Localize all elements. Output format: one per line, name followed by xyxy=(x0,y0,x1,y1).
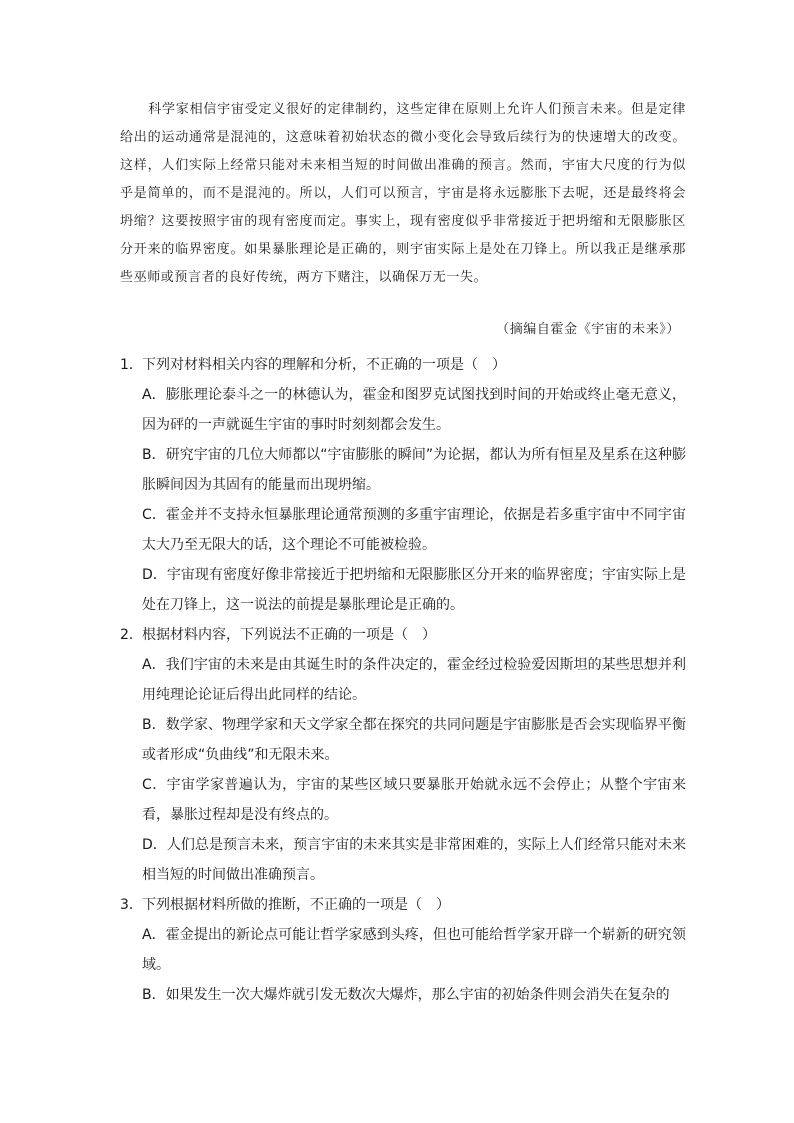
option-a: A．膨胀理论泰斗之一的林德认为，霍金和图罗克试图找到时间的开始或终止毫无意义，因为砰的一声就诞生宇宙的事时时刻刻都会发生。 xyxy=(142,387,686,433)
option-c: C．宇宙学家普遍认为，宇宙的某些区域只要暴胀开始就永远不会停止；从整个宇宙来看，暴胀过程却是没有终点的。 xyxy=(142,777,686,823)
reading-passage xyxy=(120,96,686,292)
question-text: 根据材料内容，下列说法不正确的一项是（ ） xyxy=(142,627,436,643)
question-stem xyxy=(120,350,686,380)
question-2 xyxy=(120,620,686,890)
option-c: C．霍金并不支持永恒暴胀理论通常预测的多重宇宙理论，依据是若多重宇宙中不同宇宙太大乃至无限大的话，这个理论不可能被检验。 xyxy=(142,507,686,553)
question-3 xyxy=(120,890,686,1010)
option-a: A．我们宇宙的未来是由其诞生时的条件决定的，霍金经过检验爱因斯坦的某些思想并利用纯理论论证后得出此同样的结论。 xyxy=(142,657,686,703)
option-b: B．研究宇宙的几位大师都以“宇宙膨胀的瞬间”为论据，都认为所有恒星及星系在这种膨胀瞬间因为其固有的能量而出现坍缩。 xyxy=(142,447,686,493)
option-b: B．如果发生一次大爆炸就引发无数次大爆炸，那么宇宙的初始条件则会消失在复杂的 xyxy=(142,987,670,1003)
question-number: 1． xyxy=(120,357,143,373)
question-text: 下列根据材料所做的推断，不正确的一项是（ ） xyxy=(142,897,450,913)
question-list xyxy=(120,350,686,1010)
option-d: D．宇宙现有密度好像非常接近于把坍缩和无限膨胀区分开来的临界密度；宇宙实际上是处在刀锋上，这一说法的前提是暴胀理论是正确的。 xyxy=(142,567,686,613)
option-d: D．人们总是预言未来，预言宇宙的未来其实是非常困难的，实际上人们经常只能对未来相当短的时间做出准确预言。 xyxy=(142,837,686,883)
question-number: 2． xyxy=(120,627,143,643)
option-a: A．霍金提出的新论点可能让哲学家感到头疼，但也可能给哲学家开辟一个崭新的研究领域。 xyxy=(142,927,686,973)
option-b: B．数学家、物理学家和天文学家全都在探究的共同问题是宇宙膨胀是否会实现临界平衡或者形成“负曲线”和无限未来。 xyxy=(142,717,686,763)
passage-source: （摘编自霍金《宇宙的未来》） xyxy=(496,322,680,337)
question-stem xyxy=(120,620,686,650)
question-1 xyxy=(120,350,686,620)
question-text: 下列对材料相关内容的理解和分析，不正确的一项是（ ） xyxy=(142,357,506,373)
question-stem xyxy=(120,890,686,920)
question-number: 3． xyxy=(120,897,143,913)
passage-text: 科学家相信宇宙受定义很好的定律制约，这些定律在原则上允许人们预言未来。但是定律给出的运动通常是混沌的，这意味着初始状态的微小变化会导致后续行为的快速增大的改变。这样，人们实际上经常只能对未来相当短的时间做出准确的预言。然而，宇宙大尺度的行为似乎是简单的，而不是混沌的。所以，人们可以预言，宇宙是将永远膨胀下去呢，还是最终将会坍缩？这要按照宇宙的现有密度而定。事实上，现有密度似乎非常接近于把坍缩和无限膨胀区分开来的临界密度。如果暴胀理论是正确的，则宇宙实际上是处在刀锋上。所以我正是继承那些巫师或预言者的良好传统，两方下赌注，以确保万无一失。 xyxy=(120,102,686,285)
